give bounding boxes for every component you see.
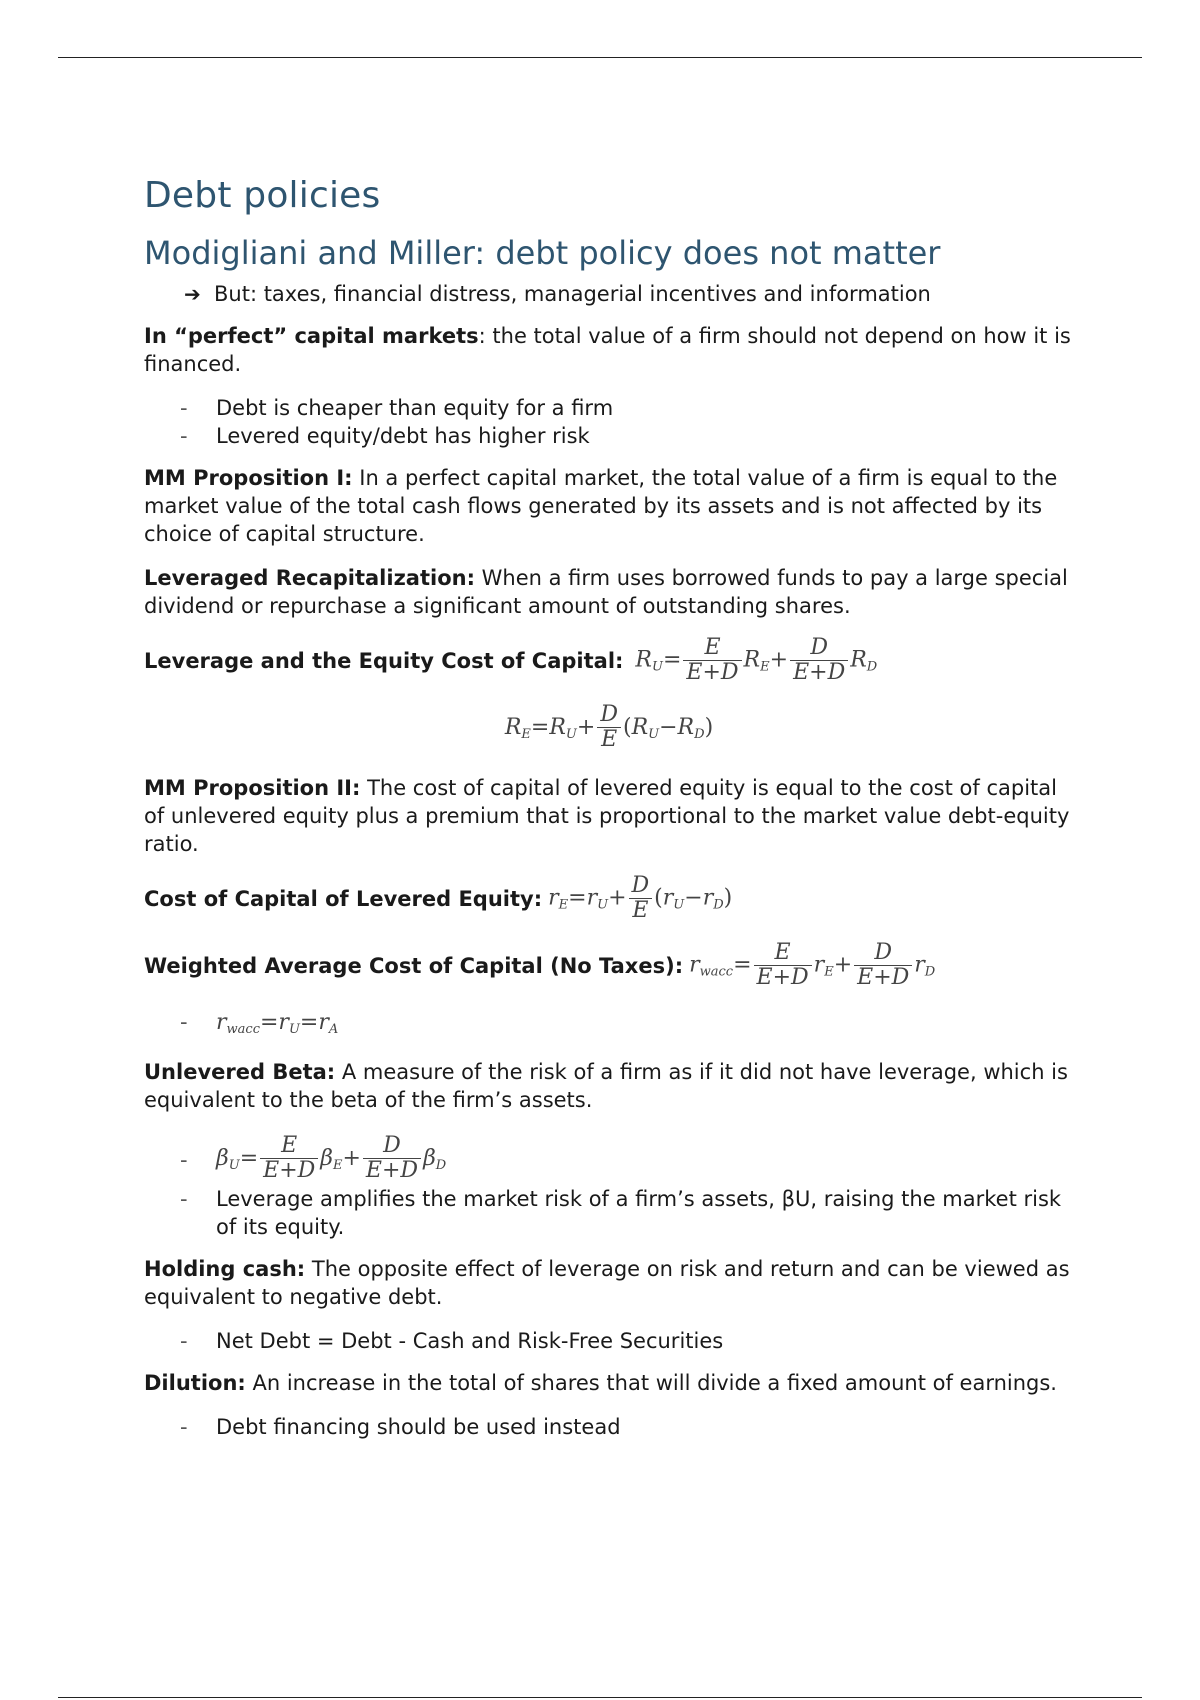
- list-item: - Net Debt = Debt - Cash and Risk-Free Securities: [180, 1329, 724, 1353]
- dilution-list: [144, 1413, 1074, 1441]
- footer-rule: [58, 1697, 1142, 1698]
- formula-beta-u: $\beta_U=$ $\frac{E}{E+D}$ $\beta_E+$ $\frac{D}{E+D}$ $\beta_D$: [216, 1133, 447, 1183]
- term: MM Proposition II:: [144, 776, 361, 800]
- wacc-line: [144, 941, 1074, 990]
- section-heading: Modigliani and Miller: debt policy does not matter: [144, 234, 941, 272]
- formula-re-lower: $r_E=r_U+$ $\frac{D}{E}$ $(r_U-r_D)$: [548, 873, 733, 923]
- list-item: - $r_{wacc}=r_U=r_A$: [180, 1010, 339, 1037]
- mm1-paragraph: MM Proposition I: In a perfect capital market, the total value of a firm is equal to the market value of the total cash flows generated by its assets and is not affected by its choice of capital structure.: [144, 466, 1058, 546]
- holding-cash-list: [144, 1327, 1074, 1355]
- formula-ru: $R_U=$ $\frac{E}{E+D}$ $R_E+$ $\frac{D}{E+D}$ $R_D$: [635, 635, 878, 685]
- term: Dilution:: [144, 1371, 246, 1395]
- term: Leveraged Recapitalization:: [144, 566, 475, 590]
- page-title: Debt policies: [144, 175, 381, 216]
- formula-wacc: $r_{wacc}=$ $\frac{E}{E+D}$ $r_E+$ $\frac{D}{E+D}$ $r_D$: [689, 940, 936, 990]
- term: Weighted Average Cost of Capital (No Taxes):: [144, 953, 684, 978]
- cost-levered-line: [144, 874, 1074, 923]
- list-item: - Leverage amplifies the market risk of a firm’s assets, βU, raising the market risk of its equity.: [180, 1187, 1062, 1239]
- document-page: [144, 175, 1074, 1455]
- term: Unlevered Beta:: [144, 1060, 336, 1084]
- formula-re-container: [144, 703, 1074, 752]
- list-item: - $\beta_U=$ $\frac{E}{E+D}$ $\beta_E+$ $\frac{D}{E+D}$ $\beta_D$: [180, 1133, 447, 1183]
- leverage-equity-line: [144, 636, 1074, 685]
- term: Leverage and the Equity Cost of Capital:: [144, 648, 624, 673]
- arrow-point: [144, 282, 1074, 306]
- wacc-list: [144, 1008, 1074, 1044]
- unlevered-beta-paragraph: Unlevered Beta: A measure of the risk of a firm as if it did not have leverage, which is equivalent to the beta of the firm’s assets.: [144, 1060, 1068, 1112]
- term: Holding cash:: [144, 1257, 306, 1281]
- arrow-point-text: But: taxes, financial distress, managerial incentives and information: [214, 282, 931, 306]
- formula-re: $R_E=R_U+$ $\frac{D}{E}$ $(R_U-R_D)$: [504, 702, 714, 752]
- list-item: - Debt is cheaper than equity for a firm: [180, 396, 614, 420]
- arrow-icon: ➔: [184, 282, 201, 306]
- term: In “perfect” capital markets: [144, 324, 479, 348]
- dilution-paragraph: Dilution: An increase in the total of shares that will divide a fixed amount of earnings.: [144, 1371, 1057, 1395]
- unlevered-beta-list: [144, 1130, 1074, 1241]
- list-item: - Debt financing should be used instead: [180, 1415, 621, 1439]
- header-rule: [58, 57, 1142, 58]
- perfect-markets-paragraph: In “perfect” capital markets: the total value of a firm should not depend on how it is financed.: [144, 324, 1071, 376]
- recap-paragraph: Leveraged Recapitalization: When a firm uses borrowed funds to pay a large special dividend or repurchase a significant amount of outstanding shares.: [144, 566, 1068, 618]
- holding-cash-paragraph: Holding cash: The opposite effect of leverage on risk and return and can be viewed as equivalent to negative debt.: [144, 1257, 1070, 1309]
- term: Cost of Capital of Levered Equity:: [144, 886, 543, 911]
- formula-wacc-equality: $r_{wacc}=r_U=r_A$: [216, 1010, 339, 1037]
- perfect-markets-list: [144, 394, 1074, 450]
- term: MM Proposition I:: [144, 466, 353, 490]
- list-item: - Levered equity/debt has higher risk: [180, 424, 590, 448]
- mm2-paragraph: MM Proposition II: The cost of capital of levered equity is equal to the cost of capital of unlevered equity plus a premium that is proportional to the market value debt-equity ratio.: [144, 776, 1070, 856]
